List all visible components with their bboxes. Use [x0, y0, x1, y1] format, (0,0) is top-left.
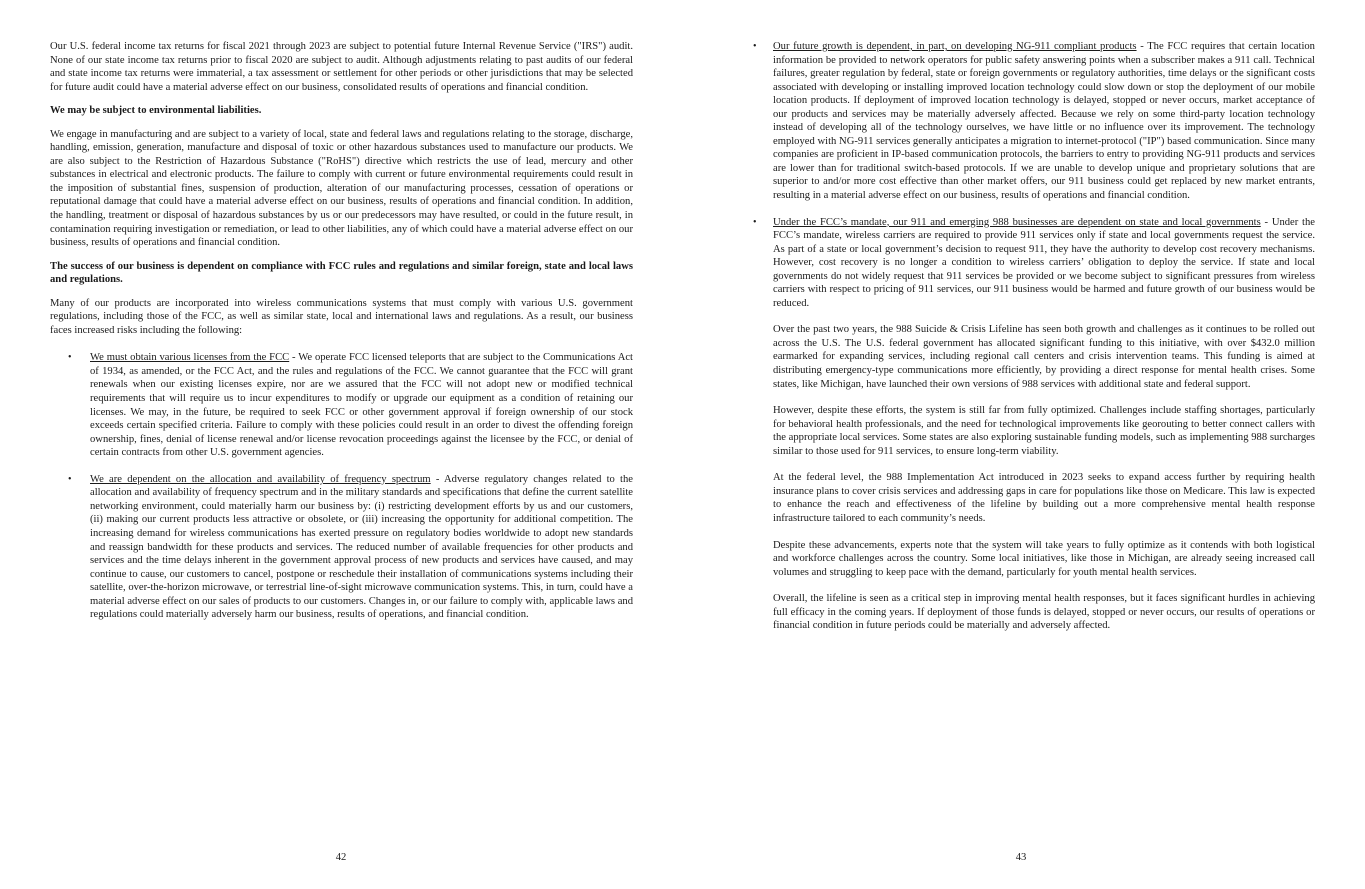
- page-43: [683, 0, 1365, 889]
- page-42: [0, 0, 682, 889]
- bullet-body: - Adverse regulatory changes related to the allocation and availability of frequency spectrum and in the military standards and specifications that define the current satellite networking environment, could materially harm our business by: (i) restricting development efforts by us and our customers, (ii) making our current products less attractive or obsolete, or (iii) increasing the opportunity for additional competition. The increasing demand for wireless communications has exerted pressure on regulatory bodies worldwide to adopt new standards and reassign bandwidth for these products and services. The reduced number of available frequencies for other products and services and the time delays inherent in the government approval process of new products and services have caused, and may continue to cause, our customers to cancel, postpone or reschedule their installation of communications systems including their satellite, over-the-horizon microwave, or terrestrial line-of-sight microwave communication systems. This, in turn, could have a material adverse effect on our sales of products to our customers. Changes in, or our failure to comply with, applicable laws and regulations could materially adversely harm our business, results of operations, and financial condition.: [90, 473, 633, 621]
- bullet-title: Under the FCC’s mandate, our 911 and emerging 988 businesses are dependent on state and local governments: [773, 216, 1261, 228]
- expert-outlook-paragraph: Despite these advancements, experts note that the system will take years to fully optimize as it contends with both logistical and workforce challenges across the country. Some local initiatives, like those in Michigan, are already seeing increased call volumes and struggling to keep pace with the demand, particularly for youth mental health services.: [773, 539, 1315, 578]
- list-item: [753, 40, 1315, 203]
- lifeline-challenges-paragraph: However, despite these efforts, the system is still far from fully optimized. Challenges include staffing shortages, particularly for behavioral health professionals, and the need for technological improvements like georouting to better connect callers with the appropriate local services. Some states are also exploring sustainable funding models, such as implementing 988 surcharges similar to those used for 911 services, to ensure long-term viability.: [773, 405, 1315, 457]
- fcc-risk-list: [50, 351, 633, 621]
- fcc-compliance-heading: The success of our business is dependent on compliance with FCC rules and regulations and similar foreign, state and local laws and regulations.: [50, 260, 633, 286]
- page-number: 43: [1015, 852, 1027, 863]
- tax-audit-paragraph: Our U.S. federal income tax returns for fiscal 2021 through 2023 are subject to potential future Internal Revenue Service ("IRS") audit. None of our state income tax returns prior to fiscal 2020 are subject to audit. Although adjustments relating to past audits of our federal and state income tax returns were immaterial, a tax assessment or settlement for other periods or other jurisdictions that may be selected for future audit could have a material adverse effect on our business, consolidated results of operations and financial condition.: [50, 41, 633, 93]
- bullet-icon: •: [68, 352, 72, 364]
- page-42-content: [50, 40, 633, 635]
- list-item: [50, 473, 633, 622]
- list-item: [753, 216, 1315, 311]
- bullet-body: - We operate FCC licensed teleports that are subject to the Communications Act of 1934, as amended, or the FCC Act, and the rules and regulations of the FCC. We cannot guarantee that the FCC will grant renewals when our existing licenses expire, nor are we assured that the FCC will not adopt new or modified technical requirements that will require us to incur expenditures to modify or upgrade our equipment as a condition of retaining our licenses. We may, in the future, be required to seek FCC or other government approval if foreign ownership of our stock exceeds certain specified criteria. Failure to comply with these policies could result in an order to divest the offending foreign ownership, fines, denial of license renewal and/or license revocation proceedings against the licensee by the FCC, or denial of certain contracts from other U.S. government agencies.: [90, 352, 633, 459]
- fcc-compliance-paragraph: Many of our products are incorporated into wireless communications systems that must comply with various U.S. government regulations, including those of the FCC, as well as similar state, local and international laws and regulations. As a result, our business faces increased risks including the following:: [50, 297, 633, 336]
- bullet-icon: •: [753, 41, 757, 52]
- implementation-act-paragraph: At the federal level, the 988 Implementation Act introduced in 2023 seeks to expand access further by requiring health insurance plans to cover crisis services and addressing gaps in care for populations like those on Medicare. This law is expected to enhance the reach and effectiveness of the lifeline by building out a more comprehensive mental health response infrastructure tailored to each community’s needs.: [773, 472, 1315, 524]
- bullet-icon: •: [753, 216, 757, 228]
- page-number: 42: [335, 852, 347, 863]
- growth-risk-list: [753, 40, 1315, 310]
- page-43-content: [753, 40, 1315, 643]
- bullet-title: We are dependent on the allocation and availability of frequency spectrum: [90, 473, 431, 485]
- environmental-liabilities-heading: We may be subject to environmental liabilities.: [50, 105, 262, 117]
- bullet-title: Our future growth is dependent, in part, on developing NG-911 compliant products: [773, 41, 1137, 52]
- environmental-liabilities-paragraph: We engage in manufacturing and are subject to a variety of local, state and federal laws and regulations relating to the storage, discharge, handling, emission, generation, manufacture and disposal of toxic or other hazardous substances used to manufacture our products. We are also subject to the Restriction of Hazardous Substance ("RoHS") directive which restricts the use of lead, mercury and other substances in electrical and electronic products. The failure to comply with current or future environmental requirements could result in the imposition of substantial fines, suspension of production, alteration of our manufacturing processes, cessation of operations or reputational damage that could have a material adverse effect on our business, results of operations and financial condition. In addition, the handling, treatment or disposal of hazardous substances by us or our predecessors may have resulted, or could in the future result, in contamination requiring investigation or remediation, or lead to other liabilities, any of which could have a material adverse effect on our business, results of operations and financial condition.: [50, 128, 633, 249]
- bullet-title: We must obtain various licenses from the FCC: [90, 352, 290, 364]
- bullet-body: - Under the FCC’s mandate, wireless carriers are required to provide 911 services only if state and local governments request the service. As part of a state or local government’s decision to request 911, they have the authority to develop cost recovery mechanisms. However, cost recovery is no longer a condition to wireless carriers’ obligation to deploy the service. If state and local governments do not widely request that 911 services be provided or we become subject to significant pressures from wireless carriers with respect to pricing of 911 services, our 911 business would be harmed and future growth of our business would be reduced.: [773, 216, 1315, 309]
- bullet-body: - The FCC requires that certain location information be provided to network operators for public safety answering points when a subscriber makes a 911 call. Technical failures, greater regulation by federal, state or foreign governments or regulatory authorities, time delays or the significant costs associated with developing or installing improved location technology could slow down or stop the deployment of our mobile location products. If deployment of improved location technology is delayed, stopped or never occurs, market acceptance of our products and services may be materially adversely affected. Because we rely on some third-party location technology instead of developing all of the technology ourselves, we have little or no influence over its improvement. The technology employed with NG-911 services generally anticipates a migration to internet-protocol ("IP") based communication. Since many companies are proficient in IP-based communication protocols, the barriers to entry to providing NG-911 products and services are lower than for traditional switch-based protocols. If we are unable to develop unique and proprietary solutions that are superior to and/or more cost effective than other market offers, our 911 business could get replaced by new market entrants, resulting in a material adverse effect on our business, results of operations and financial condition.: [773, 41, 1315, 202]
- bullet-icon: •: [68, 473, 72, 485]
- lifeline-growth-paragraph: Over the past two years, the 988 Suicide & Crisis Lifeline has seen both growth and challenges as it continues to be rolled out across the U.S. The U.S. federal government has allocated significant funding to this initiative, with over $432.0 million earmarked for expanding services, including regional call centers and crisis intervention teams. This funding is aimed at distributing emergency-type communications more efficiently, by providing a direct response for mental health crises. Some states, like Michigan, have launched their own versions of 988 services with additional state and federal support.: [773, 324, 1315, 390]
- list-item: [50, 351, 633, 459]
- overall-lifeline-paragraph: Overall, the lifeline is seen as a critical step in improving mental health responses, but it faces significant hurdles in achieving full efficacy in the coming years. If deployment of those funds is delayed, stopped or never occurs, our results of operations or financial condition in future periods could be materially and adversely affected.: [773, 593, 1315, 632]
